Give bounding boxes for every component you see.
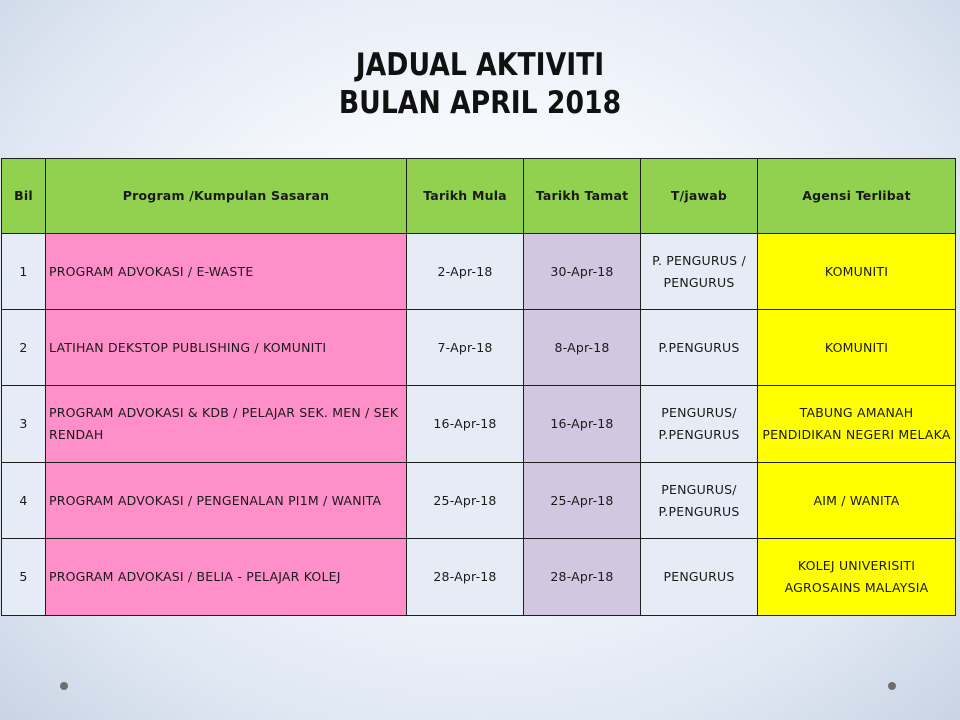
cell-tjawab: P.PENGURUS [641, 310, 758, 386]
decorative-dot-left [60, 682, 68, 690]
header-agensi: Agensi Terlibat [758, 159, 956, 234]
cell-tarikh-tamat: 16-Apr-18 [524, 386, 641, 463]
table-header-row [2, 159, 956, 234]
cell-tarikh-mula: 25-Apr-18 [407, 463, 524, 539]
header-bil: Bil [2, 159, 46, 234]
cell-agensi: TABUNG AMANAH PENDIDIKAN NEGERI MELAKA [758, 386, 956, 463]
cell-program: LATIHAN DEKSTOP PUBLISHING / KOMUNITI [46, 310, 407, 386]
cell-tarikh-tamat: 25-Apr-18 [524, 463, 641, 539]
table-row [2, 539, 956, 616]
cell-program: PROGRAM ADVOKASI / BELIA - PELAJAR KOLEJ [46, 539, 407, 616]
cell-bil: 2 [2, 310, 46, 386]
cell-tjawab: PENGURUS [641, 539, 758, 616]
cell-tarikh-tamat: 30-Apr-18 [524, 234, 641, 310]
title-line-1: JADUAL AKTIVITI [355, 47, 605, 83]
cell-program: PROGRAM ADVOKASI & KDB / PELAJAR SEK. MEN / SEK RENDAH [46, 386, 407, 463]
cell-bil: 3 [2, 386, 46, 463]
table-row [2, 386, 956, 463]
header-tjawab: T/jawab [641, 159, 758, 234]
cell-tarikh-tamat: 28-Apr-18 [524, 539, 641, 616]
cell-program: PROGRAM ADVOKASI / E-WASTE [46, 234, 407, 310]
cell-program: PROGRAM ADVOKASI / PENGENALAN PI1M / WANITA [46, 463, 407, 539]
cell-tarikh-mula: 16-Apr-18 [407, 386, 524, 463]
activity-schedule-table [1, 158, 956, 616]
cell-bil: 1 [2, 234, 46, 310]
cell-tarikh-mula: 7-Apr-18 [407, 310, 524, 386]
cell-agensi: AIM / WANITA [758, 463, 956, 539]
cell-tarikh-mula: 2-Apr-18 [407, 234, 524, 310]
cell-bil: 5 [2, 539, 46, 616]
table-row [2, 310, 956, 386]
cell-agensi: KOLEJ UNIVERISITI AGROSAINS MALAYSIA [758, 539, 956, 616]
cell-bil: 4 [2, 463, 46, 539]
header-tarikh-tamat: Tarikh Tamat [524, 159, 641, 234]
page-title [67, 46, 893, 122]
cell-tjawab: P. PENGURUS / PENGURUS [641, 234, 758, 310]
decorative-dot-right [888, 682, 896, 690]
cell-tarikh-mula: 28-Apr-18 [407, 539, 524, 616]
header-program: Program /Kumpulan Sasaran [46, 159, 407, 234]
cell-agensi: KOMUNITI [758, 234, 956, 310]
header-tarikh-mula: Tarikh Mula [407, 159, 524, 234]
table-row [2, 463, 956, 539]
cell-tjawab: PENGURUS/ P.PENGURUS [641, 463, 758, 539]
cell-tarikh-tamat: 8-Apr-18 [524, 310, 641, 386]
cell-agensi: KOMUNITI [758, 310, 956, 386]
table-row [2, 234, 956, 310]
title-line-2: BULAN APRIL 2018 [338, 85, 622, 121]
cell-tjawab: PENGURUS/ P.PENGURUS [641, 386, 758, 463]
